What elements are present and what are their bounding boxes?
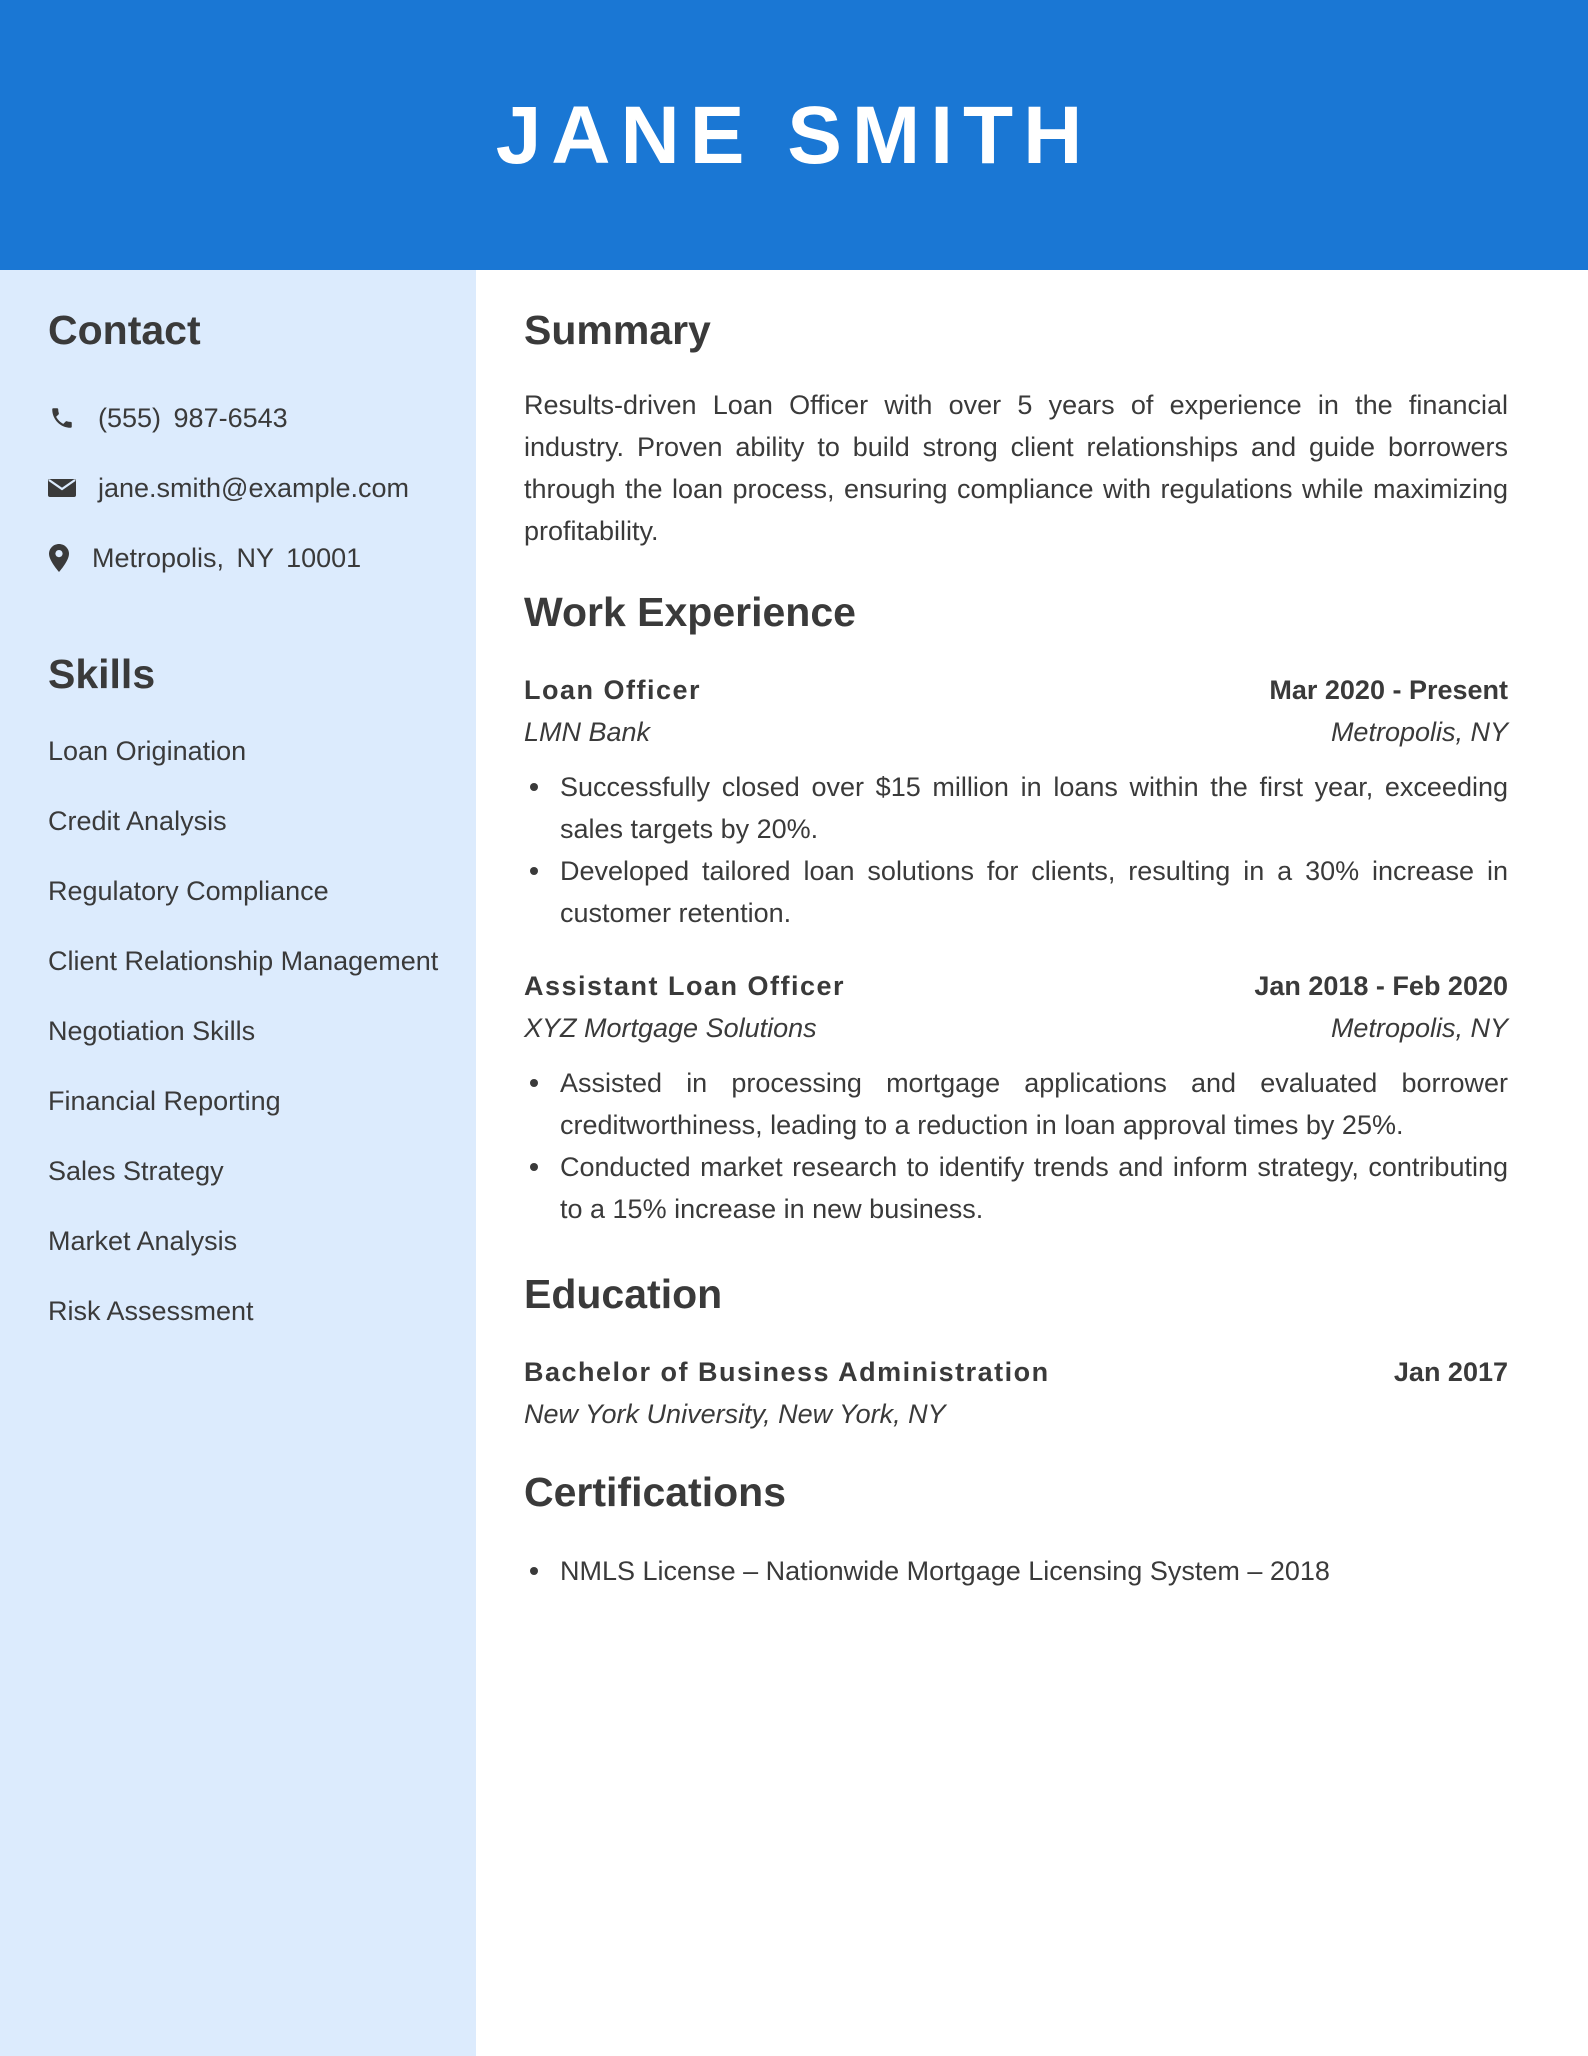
job-company-row <box>524 1010 1508 1046</box>
skill-item: Financial Reporting <box>48 1086 281 1116</box>
education-date: Jan 2017 <box>1393 1357 1508 1387</box>
job-company-row <box>524 714 1508 750</box>
certifications-list <box>524 1550 1508 1592</box>
skill-item: Regulatory Compliance <box>48 876 329 906</box>
certifications-heading: Certifications <box>524 1469 786 1515</box>
job-bullets <box>524 1062 1508 1230</box>
job-title: Assistant Loan Officer <box>524 971 846 1001</box>
skill-item: Sales Strategy <box>48 1156 224 1186</box>
degree: Bachelor of Business Administration <box>524 1357 1050 1387</box>
job-header-row <box>524 672 1508 708</box>
skill-item: Credit Analysis <box>48 806 227 836</box>
contact-address <box>48 540 361 576</box>
certification-item <box>524 1550 1508 1592</box>
job-bullet <box>524 1062 1508 1146</box>
summary-text: Results-driven Loan Officer with over 5 years of experience in the financial industry. Proven ability to build strong client relationships and guide borrowers through the loan process, ensuring compliance with regulations while maximizing profitability. <box>524 390 1508 546</box>
skill-item: Client Relationship Management <box>48 946 439 976</box>
contact-email <box>48 470 409 506</box>
summary-heading: Summary <box>524 307 711 353</box>
bullet-text: Conducted market research to identify trends and inform strategy, contributing to a 15% increase in new business. <box>560 1152 1508 1224</box>
envelope-icon <box>48 474 76 502</box>
bullet-dot <box>530 1567 538 1575</box>
bullet-text: Assisted in processing mortgage applications and evaluated borrower creditworthiness, leading to a reduction in loan approval times by 25%. <box>560 1068 1508 1140</box>
header-banner <box>0 0 1588 270</box>
skill-item: Market Analysis <box>48 1226 238 1256</box>
skills-heading: Skills <box>48 651 156 697</box>
address-text: Metropolis, NY 10001 <box>92 542 362 573</box>
sidebar <box>0 270 476 2056</box>
experience-heading: Work Experience <box>524 589 856 635</box>
contact-heading: Contact <box>48 307 201 353</box>
map-pin-icon <box>48 544 70 572</box>
job-company: LMN Bank <box>524 717 651 747</box>
skill-item: Negotiation Skills <box>48 1016 256 1046</box>
school: New York University, New York, NY <box>524 1399 946 1429</box>
bullet-dot <box>530 1163 538 1171</box>
job-dates: Jan 2018 - Feb 2020 <box>1254 971 1508 1001</box>
education-header-row <box>524 1354 1508 1390</box>
phone-icon <box>48 404 76 432</box>
job-bullet <box>524 1146 1508 1230</box>
phone-text: (555) 987-6543 <box>98 402 288 433</box>
education-school-row <box>524 1396 1508 1432</box>
job-dates: Mar 2020 - Present <box>1269 675 1508 705</box>
job-bullet <box>524 850 1508 934</box>
bullet-text: Successfully closed over $15 million in loans within the first year, exceeding sales targets by 20%. <box>560 772 1508 844</box>
job-header-row <box>524 968 1508 1004</box>
education-heading: Education <box>524 1271 723 1317</box>
certification-text: NMLS License – Nationwide Mortgage Licensing System – 2018 <box>560 1556 1330 1586</box>
job-bullets <box>524 766 1508 934</box>
job-bullet <box>524 766 1508 850</box>
contact-phone <box>48 400 288 436</box>
skill-item: Loan Origination <box>48 736 247 766</box>
job-title: Loan Officer <box>524 675 702 705</box>
main-content <box>476 270 1588 2056</box>
bullet-dot <box>530 867 538 875</box>
skill-item: Risk Assessment <box>48 1296 254 1326</box>
bullet-dot <box>530 1079 538 1087</box>
bullet-text: Developed tailored loan solutions for clients, resulting in a 30% increase in customer retention. <box>560 856 1508 928</box>
bullet-dot <box>530 783 538 791</box>
job-location: Metropolis, NY <box>1330 717 1508 747</box>
job-company: XYZ Mortgage Solutions <box>524 1013 817 1043</box>
email-text: jane.smith@example.com <box>98 472 410 503</box>
candidate-name: JANE SMITH <box>495 90 1093 181</box>
job-location: Metropolis, NY <box>1330 1013 1508 1043</box>
